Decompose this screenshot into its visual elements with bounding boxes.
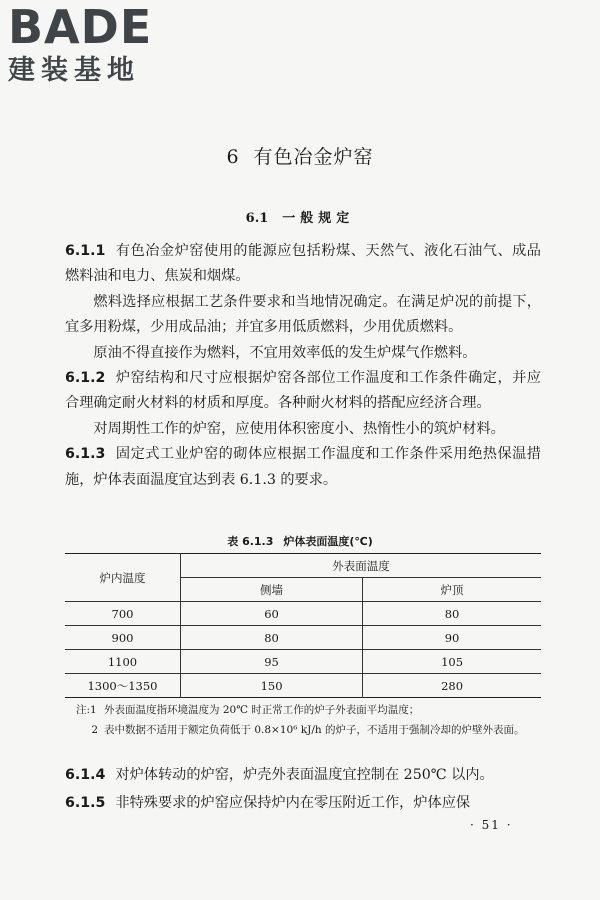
clause-text: 燃料选择应根据工艺条件要求和当地情况确定。在满足炉况的前提下，宜多用粉煤，少用成品油；并宜多用低质燃料，少用优质燃料。 bbox=[65, 293, 541, 336]
note-number: 2 bbox=[91, 724, 98, 736]
cell-side: 80 bbox=[181, 626, 363, 650]
clause-text: 固定式工业炉窑的砌体应根据工作温度和工作条件采用绝热保温措施，炉体表面温度宜达到表 6.1.3 的要求。 bbox=[65, 446, 541, 488]
table-caption-text: 炉体表面温度(℃) bbox=[283, 535, 373, 548]
subheader-side-wall: 侧墙 bbox=[181, 578, 363, 602]
section-title bbox=[0, 207, 600, 226]
clause-text: 炉窑结构和尺寸应根据炉窑各部位工作温度和工作条件确定，并应合理确定耐火材料的材质和厚度。各种耐火材料的搭配应经济合理。 bbox=[65, 370, 541, 412]
clause-paragraph bbox=[65, 761, 541, 789]
subheader-roof: 炉顶 bbox=[363, 578, 541, 602]
cell-inner: 900 bbox=[65, 626, 181, 650]
clause-text: 对炉体转动的炉窑，炉壳外表面温度宜控制在 250℃ 以内。 bbox=[115, 767, 494, 783]
cell-side: 95 bbox=[181, 650, 363, 674]
clause-text: 有色冶金炉窑使用的能源应包括粉煤、天然气、液化石油气、成品燃料油和电力、焦炭和烟煤。 bbox=[65, 243, 541, 285]
note-item bbox=[76, 700, 546, 720]
logo bbox=[8, 2, 178, 88]
clause-paragraph bbox=[65, 417, 541, 442]
note-text: 外表面温度指环境温度为 20℃ 时正常工作的炉子外表面平均温度； bbox=[104, 704, 420, 716]
cell-inner: 1300～1350 bbox=[65, 674, 181, 698]
cell-side: 60 bbox=[181, 602, 363, 626]
table-row bbox=[65, 626, 541, 650]
logo-mark: BADE bbox=[8, 0, 153, 54]
header-inner-temperature: 炉内温度 bbox=[65, 554, 181, 602]
table-row bbox=[65, 602, 541, 626]
table-header-row bbox=[65, 554, 541, 578]
cell-top: 280 bbox=[363, 674, 541, 698]
clause-number: 6.1.4 bbox=[65, 767, 106, 783]
cell-inner: 700 bbox=[65, 602, 181, 626]
note-item bbox=[76, 720, 546, 740]
cell-top: 105 bbox=[363, 650, 541, 674]
clause-paragraph bbox=[65, 442, 541, 493]
note-lead: 注:1 bbox=[76, 704, 97, 716]
section-name: 一般规定 bbox=[282, 211, 355, 226]
clause-paragraph bbox=[65, 290, 541, 341]
cell-top: 80 bbox=[363, 602, 541, 626]
clause-paragraph bbox=[65, 239, 541, 290]
surface-temperature-table bbox=[65, 553, 541, 698]
clause-number: 6.1.3 bbox=[65, 446, 106, 463]
clause-number: 6.1.5 bbox=[65, 795, 106, 811]
clause-paragraph bbox=[65, 366, 541, 417]
section-number: 6.1 bbox=[245, 211, 269, 226]
cell-inner: 1100 bbox=[65, 650, 181, 674]
clause-number: 6.1.1 bbox=[65, 243, 106, 259]
note-text: 表中数据不适用于额定负荷低于 0.8×10⁶ kJ/h 的炉子，不适用于强制冷却的炉壁外表面。 bbox=[104, 724, 525, 736]
clause-paragraph bbox=[65, 789, 541, 817]
clause-paragraph bbox=[65, 341, 541, 366]
table-row bbox=[65, 674, 541, 698]
chapter-name: 有色冶金炉窑 bbox=[253, 146, 374, 168]
cell-top: 90 bbox=[363, 626, 541, 650]
page-number: · 51 · bbox=[470, 818, 513, 832]
table-caption bbox=[0, 533, 600, 549]
chapter-number: 6 bbox=[226, 146, 240, 168]
clause-number: 6.1.2 bbox=[65, 370, 106, 387]
logo-subtitle: 建装基地 bbox=[8, 55, 140, 86]
body-text bbox=[65, 239, 541, 493]
chapter-title bbox=[0, 142, 600, 169]
clause-text: 原油不得直接作为燃料，不宜用效率低的发生炉煤气作燃料。 bbox=[93, 344, 477, 361]
body-text-continued bbox=[65, 761, 541, 817]
header-outer-temperature: 外表面温度 bbox=[181, 554, 542, 578]
table-row bbox=[65, 650, 541, 674]
cell-side: 150 bbox=[181, 674, 363, 698]
clause-text: 对周期性工作的炉窑，应使用体积密度小、热惰性小的筑炉材料。 bbox=[93, 420, 505, 437]
table-number: 表 6.1.3 bbox=[227, 535, 274, 548]
clause-text: 非特殊要求的炉窑应保持炉内在零压附近工作，炉体应保 bbox=[115, 795, 471, 811]
table-notes bbox=[76, 700, 546, 740]
